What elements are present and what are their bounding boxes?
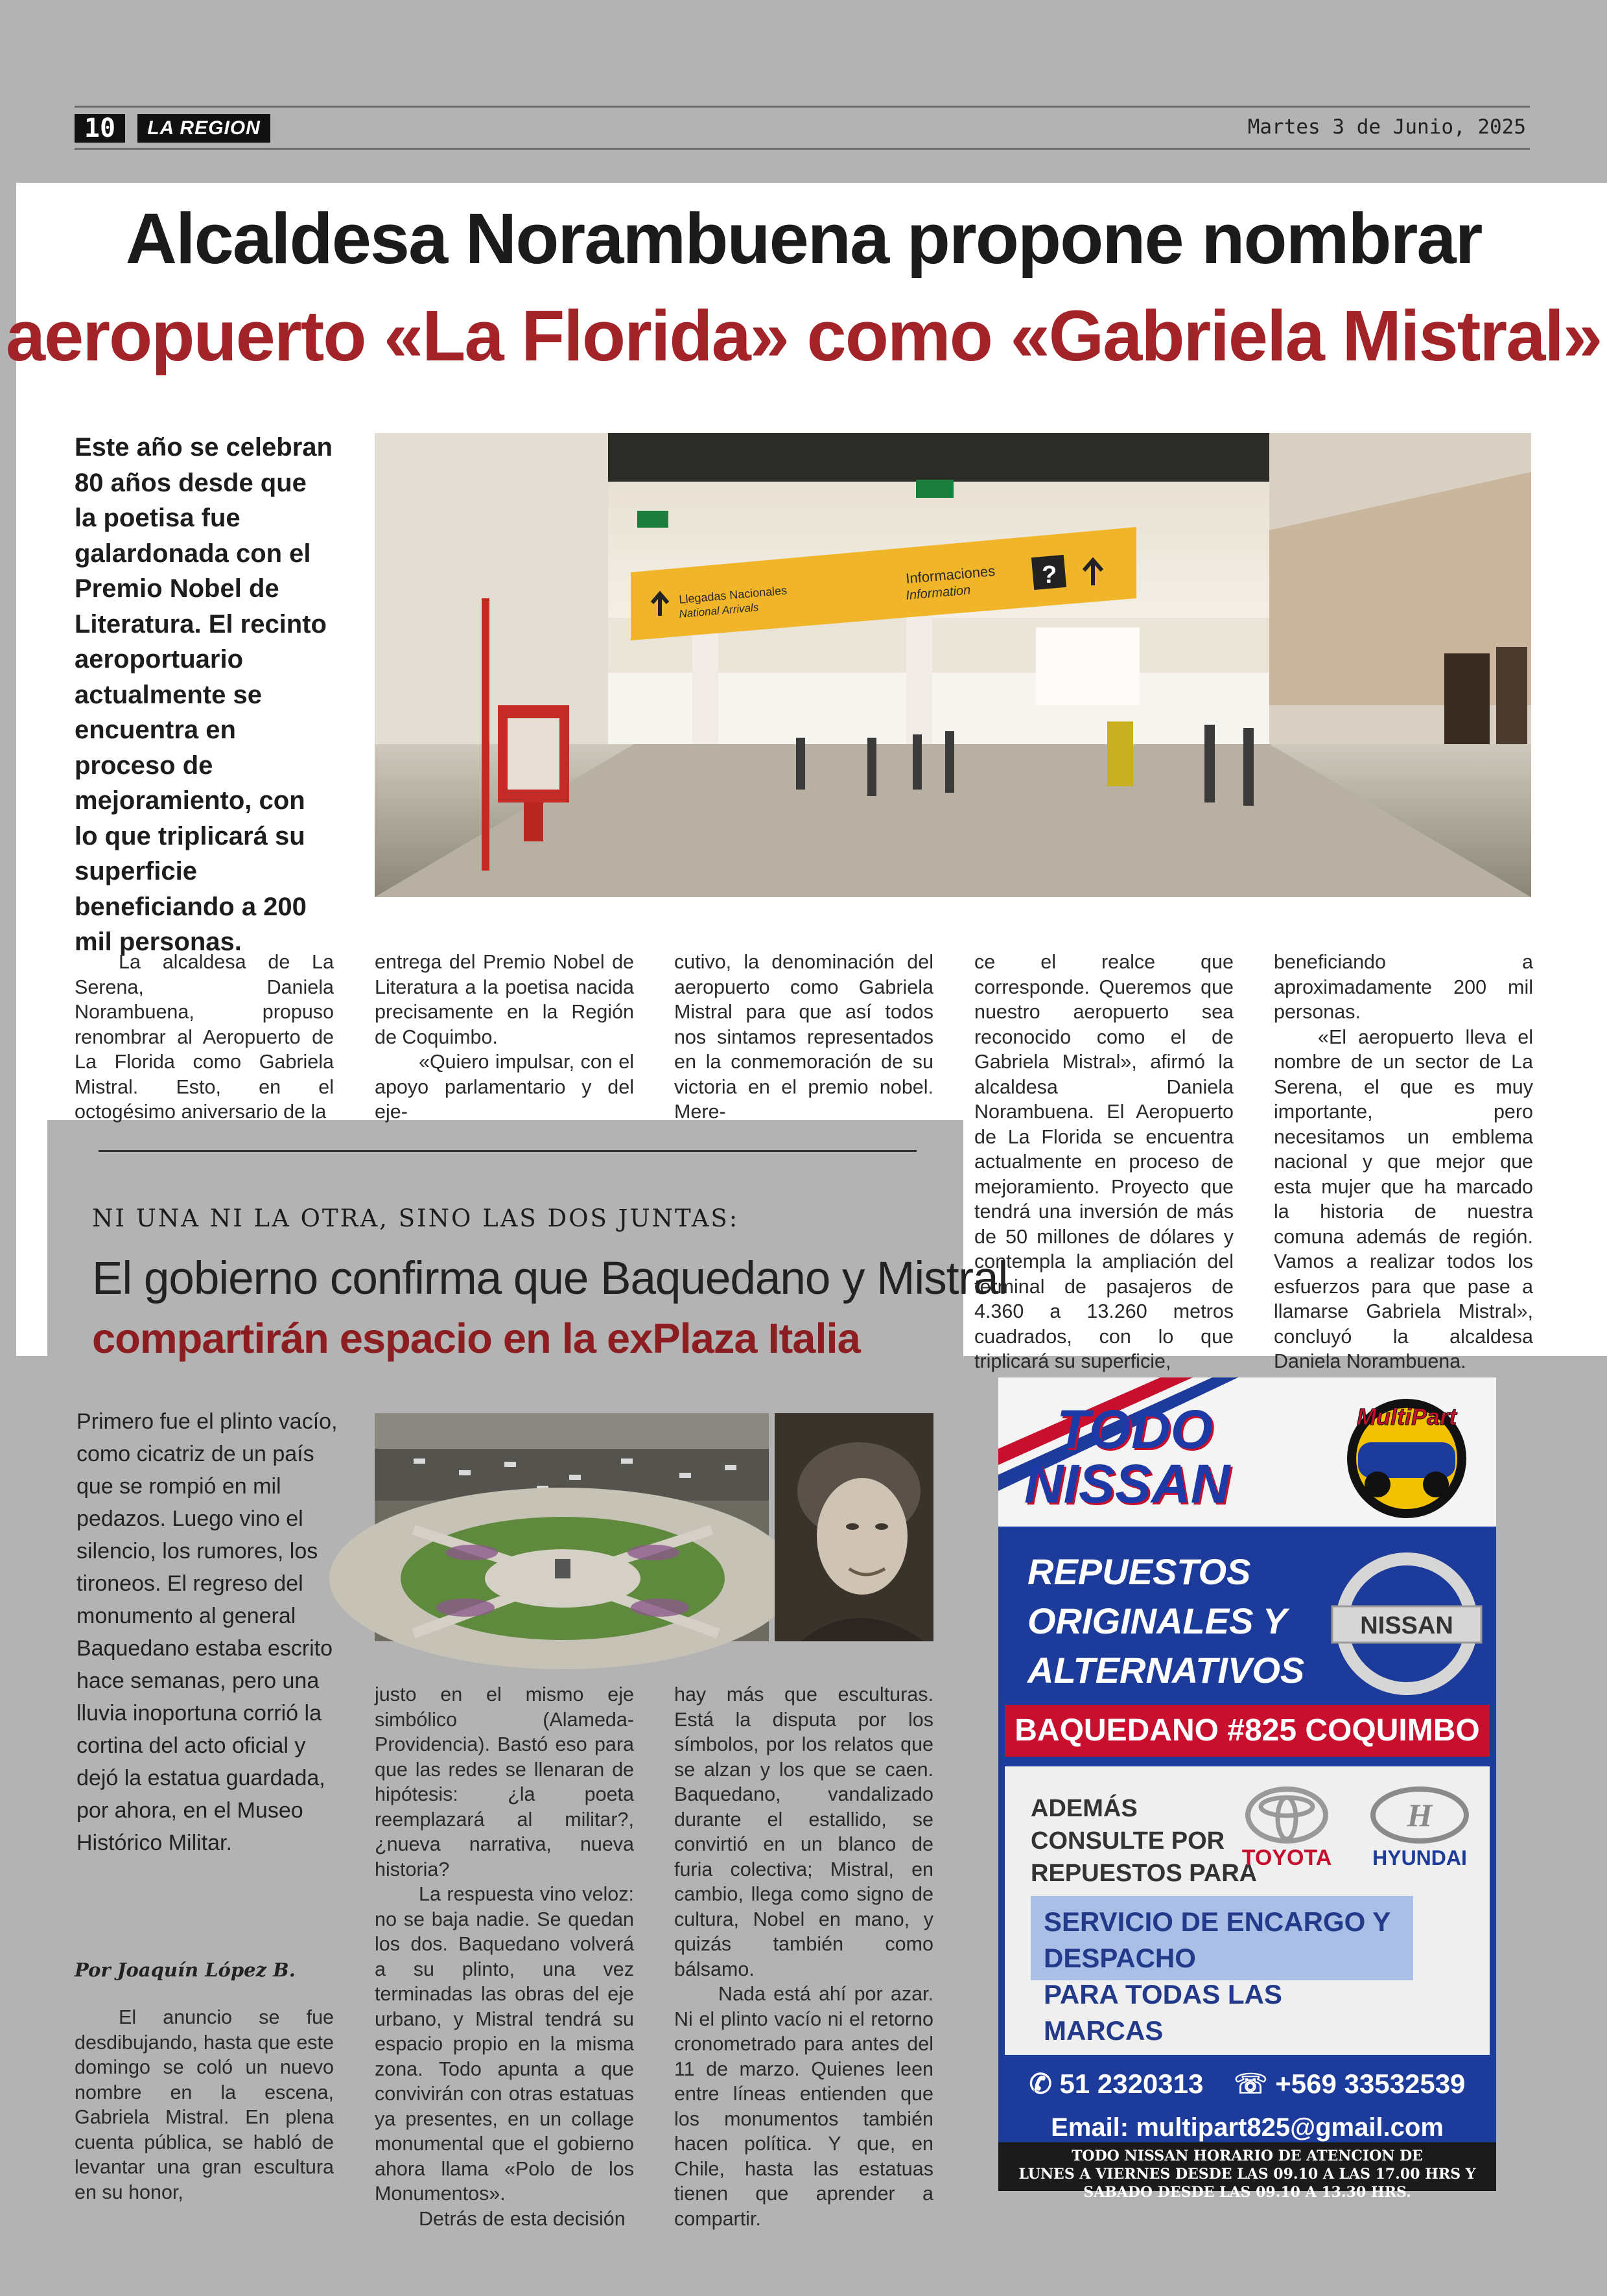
- svg-text:National Arrivals: National Arrivals: [678, 601, 760, 620]
- ad-phones: [998, 2068, 1496, 2100]
- ad-repuestos: REPUESTOS ORIGINALES Y ALTERNATIVOS: [1027, 1551, 1305, 1691]
- svg-text:Informaciones: Informaciones: [905, 563, 996, 587]
- issue-date: Martes 3 de Junio, 2025: [1247, 115, 1526, 139]
- article2-kicker: NI UNA NI LA OTRA, SINO LAS DOS JUNTAS:: [92, 1204, 740, 1232]
- article-title-line1: Alcaldesa Norambuena propone nombrar: [125, 199, 1482, 279]
- ad-phone: 51 2320313: [1059, 2068, 1204, 2099]
- article2-column-1: El anuncio se fue desdibujando, hasta que este domingo se coló un nuevo nombre en la escena, Gabriela Mistral. En plena cuenta pública, se habló de levantar una gran escultura en su honor,: [75, 2006, 334, 2203]
- ad-brand: TODO NISSAN: [1024, 1399, 1230, 1514]
- ad-header: [998, 1377, 1496, 1527]
- todo-nissan-ad: [998, 1377, 1496, 2201]
- article1-column-1: La alcaldesa de La Serena, Daniela Norambuena, propuso renombrar al Aeropuerto de La Florida como Gabriela Mistral. Esto, en el octogésimo aniversario de la: [75, 951, 334, 1123]
- ad-other-brands: [1005, 1766, 1490, 2055]
- plaza-italia-aerial-photo: [375, 1413, 769, 1641]
- phone-icon: ✆: [1029, 2068, 1052, 2099]
- article-title-line2: aeropuerto «La Florida» como «Gabriela Mistral»: [5, 296, 1602, 376]
- header-top-rule: [75, 106, 1530, 108]
- article2-title-line2: compartirán espacio en la exPlaza Italia: [92, 1315, 860, 1362]
- ad-ademas-text: ADEMÁS CONSULTE POR REPUESTOS PARA: [1031, 1795, 1258, 1887]
- svg-text:MultiPart: MultiPart: [1356, 1403, 1457, 1430]
- svg-text:Llegadas Nacionales: Llegadas Nacionales: [678, 583, 788, 606]
- article-lede: Este año se celebran 80 años desde que la poetisa fue galardonada con el Premio Nobel de Literatura. El recinto aeroportuario actualmente se encuentra en proceso de mejoramiento, con lo que triplicará su superficie beneficiando a 200 mil personas.: [75, 433, 333, 956]
- article2-title-line1: El gobierno confirma que Baquedano y Mistral: [92, 1253, 1008, 1304]
- toyota-logo: [1238, 1779, 1335, 1877]
- svg-text:HYUNDAI: HYUNDAI: [1372, 1846, 1467, 1869]
- article1-column-4: ce el realce que corresponde. Queremos que nuestro aeropuerto sea reconocido como el de Gabriela Mistral», afirmó la alcaldesa Daniela Norambuena. El Aeropuerto de La Florida se encuentra actualmente en proceso de mejoramiento. Proyecto que tendrá una inversión de más de 50 millones de dólares y contempla la ampliación del terminal de pasajeros de 4.360 a 13.260 metros cuadrados, con lo que triplicará su superficie,: [974, 951, 1234, 1372]
- section-divider: [99, 1150, 917, 1152]
- article2-column-3: hay más que esculturas. Está la disputa por los símbolos, por los relatos que se alzan y los que se caen. Baquedano, vandalizado durante el estallido, se convirtió en un blanco de furia colectiva; Mistral, en cambio, llega como signo de cultura, Nobel en mano, y quizás también como bálsamo. Nada está ahí por azar. Ni el plinto vacío ni el retorno cronometrado para antes del 11 de marzo. Quienes leen entre líneas entienden que los monumentos también hacen política. Y que, en Chile, hasta las estatuas tienen que aprender a compartir.: [674, 1683, 933, 2230]
- svg-text:H: H: [1407, 1797, 1433, 1833]
- gabriela-mistral-portrait: [775, 1413, 933, 1641]
- article1-column-2: entrega del Premio Nobel de Literatura a la poetisa nacida precisamente en la Región de Coquimbo. «Quiero impulsar, con el apoyo parlamentario y del eje-: [375, 951, 634, 1123]
- svg-text:TOYOTA: TOYOTA: [1241, 1845, 1332, 1870]
- hyundai-logo: [1355, 1779, 1484, 1877]
- article1-column-5: beneficiando a aproximadamente 200 mil personas. «El aeropuerto lleva el nombre de un sector de La Serena, el que es muy importante, pero necesitamos un emblema nacional y que mejor que esta mujer que ha marcado la historia de nuestra comuna además de región. Vamos a realizar todos los esfuerzos para que pase a llamarse Gabriela Mistral», concluyó la alcaldesa Daniela Norambuena.: [1274, 951, 1533, 1372]
- svg-text:NISSAN: NISSAN: [1360, 1612, 1453, 1639]
- nissan-logo: [1332, 1549, 1481, 1698]
- article2-byline: Por Joaquín López B.: [75, 1959, 296, 1981]
- svg-text:Information: Information: [905, 583, 972, 603]
- page-number: 10: [75, 114, 125, 143]
- svg-text:?: ?: [1042, 561, 1057, 589]
- airport-terminal-photo: [375, 433, 1531, 897]
- article1-column-3: cutivo, la denominación del aeropuerto como Gabriela Mistral para que así todos nos sintamos representados en la conmemoración de su victoria en el premio nobel. Mere-: [674, 951, 933, 1123]
- header-bottom-rule: [75, 148, 1530, 150]
- ad-hours: TODO NISSAN HORARIO DE ATENCION DE LUNES A VIERNES DESDE LAS 09.10 A LAS 17.00 HRS Y SABADO DESDE LAS 09.10 A 13.30 HRS.: [998, 2142, 1496, 2191]
- article2-column-2: justo en el mismo eje simbólico (Alameda-Providencia). Bastó eso para que las redes se llenaran de hipótesis: ¿la poeta reemplazará al militar?, ¿nueva narrativa, nueva historia? La respuesta vino veloz: no se baja nadie. Se quedan los dos. Baquedano volverá a su plinto, una vez terminadas las obras del eje urbano, y Mistral tendrá su espacio propio en la misma zona. Todo apunta a que convivirán con otras estatuas ya presentes, en un collage monumental que el gobierno ahora llama «Polo de los Monumentos». Detrás de esta decisión: [375, 1683, 634, 2230]
- ad-address: BAQUEDANO #825 COQUIMBO: [1005, 1705, 1490, 1757]
- ad-whatsapp: +569 33532539: [1275, 2068, 1466, 2099]
- article2-intro: Primero fue el plinto vacío, como cicatriz de un país que se rompió en mil pedazos. Luego vino el silencio, los rumores, los tironeos. El regreso del monumento al general Baquedano estaba escrito hace semanas, pero una lluvia inoportuna corrió la cortina del acto oficial y dejó la estatua guardada, por ahora, en el Museo Histórico Militar.: [76, 1409, 338, 1855]
- whatsapp-icon: ☏: [1234, 2068, 1268, 2099]
- ad-email: Email: multipart825@gmail.com: [1051, 2113, 1444, 2142]
- ad-servicio: SERVICIO DE ENCARGO Y DESPACHO PARA TODAS LAS MARCAS: [1031, 1896, 1413, 1980]
- multipart-logo: [1335, 1387, 1478, 1523]
- newspaper-logo: LA REGION: [137, 114, 270, 143]
